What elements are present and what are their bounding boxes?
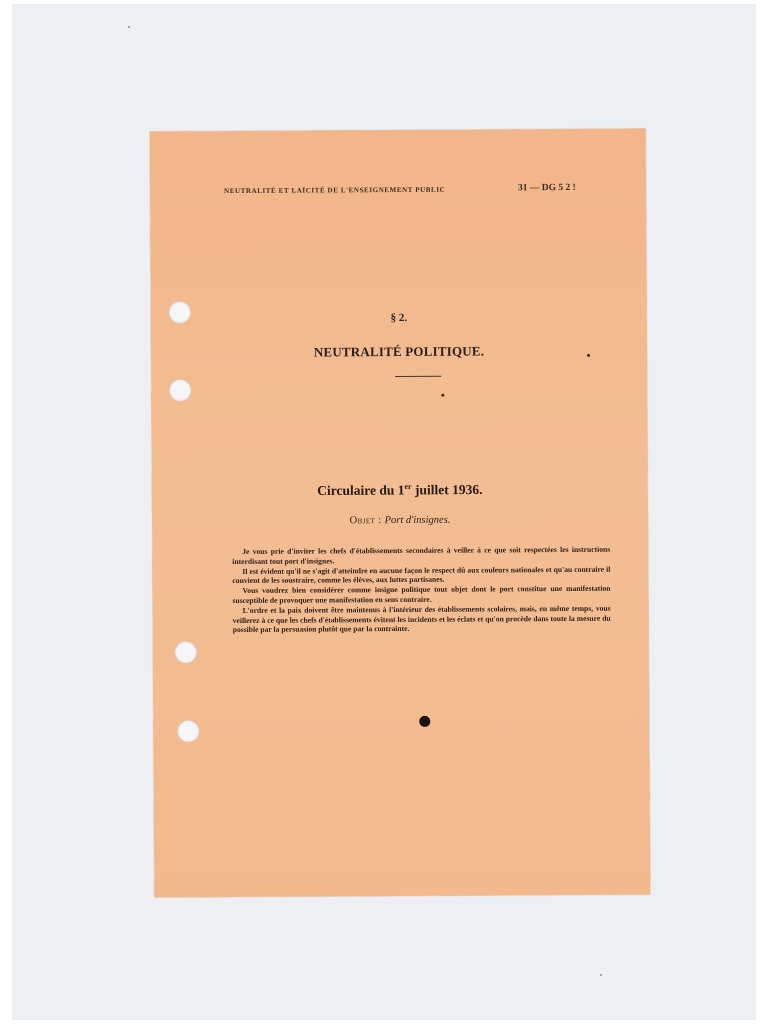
circular-title <box>152 480 648 500</box>
paragraph: Je vous prie d'inviter les chefs d'établissements secondaires à veiller à ce que soit respectées les instructions interdisant tout port d'insignes. <box>232 544 611 566</box>
document-page <box>150 128 651 897</box>
object-value: Port d'insignes. <box>384 514 451 527</box>
section-number: § 2. <box>390 311 408 325</box>
title-rule <box>395 376 441 377</box>
paragraph: Il est évident qu'il ne s'agit d'atteindre en aucune façon le respect dû aux couleurs nationales et qu'au contraire il convient de les soustraire, comme les élèves, aux luttes partisanes. <box>232 564 611 586</box>
scan-speck <box>128 26 130 28</box>
object-label: Objet : <box>349 515 385 527</box>
circular-title-suffix: juillet 1936. <box>411 481 483 498</box>
punch-hole <box>169 379 191 401</box>
running-head: NEUTRALITÉ ET LAÏCITÉ DE L'ENSEIGNEMENT PUBLIC <box>224 185 446 196</box>
punch-hole <box>177 720 199 742</box>
ink-dot <box>419 716 430 727</box>
small-dot <box>587 354 590 357</box>
page-code: 31 — DG 5 2 ! <box>517 182 576 194</box>
small-dot <box>441 394 444 397</box>
scan-speck <box>600 974 602 976</box>
object-line <box>152 513 648 527</box>
circular-title-prefix: Circulaire du 1 <box>317 482 405 499</box>
punch-hole <box>175 641 197 663</box>
paragraph: Vous voudrez bien considérer comme insigne politique tout objet dont le port constitue une manifestation susceptible de provoquer une manifestation en sens contraire. <box>232 583 611 606</box>
circular-body <box>232 545 611 635</box>
circular-title-sup: er <box>404 481 412 491</box>
section-title: NEUTRALITÉ POLITIQUE. <box>313 343 485 360</box>
paragraph: L'ordre et la paix doivent être maintenus à l'intérieur des établissements scolaires, mais, en même temps, vous veillerez à ce que les chefs d'établissements évitent les incidents et les éclats et qu'on procède dans toute la mesure du possible par la persuasion plutôt que par la contrainte. <box>232 603 611 635</box>
